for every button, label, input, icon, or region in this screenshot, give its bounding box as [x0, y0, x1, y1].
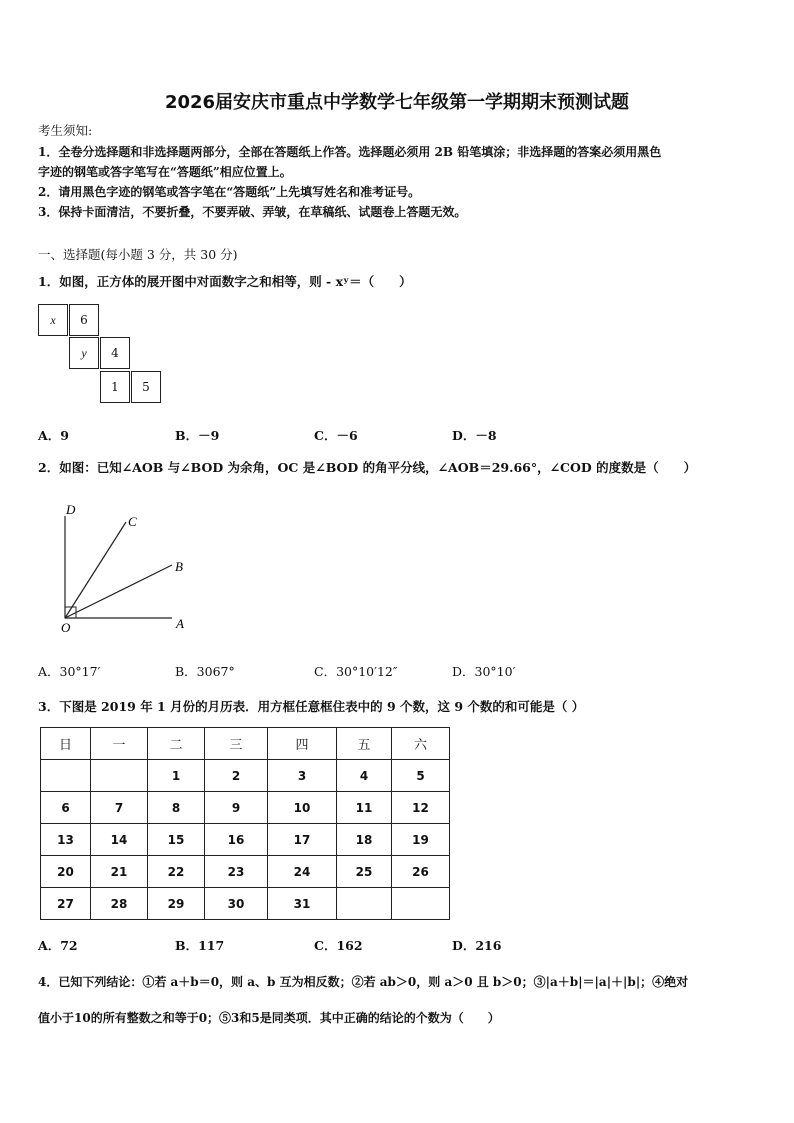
calendar-header-cell: 日 [41, 728, 91, 760]
question-1-option-a: A．9 [38, 428, 69, 443]
calendar-cell: 2 [205, 760, 268, 792]
calendar-cell: 30 [205, 888, 268, 920]
calendar-header-cell: 二 [148, 728, 205, 760]
label-d: D [66, 502, 76, 517]
calendar-cell: 16 [205, 824, 268, 856]
ray-ob [65, 565, 172, 618]
calendar-cell: 27 [41, 888, 91, 920]
question-3-option-c: C．162 [314, 938, 363, 953]
calendar-cell: 13 [41, 824, 91, 856]
question-3-option-d: D．216 [452, 938, 502, 953]
calendar-header-cell: 六 [392, 728, 450, 760]
notice-item-1-line-1: 1．全卷分选择题和非选择题两部分，全部在答题纸上作答。选择题必须用 2B 铅笔填涂；非选择题的答案必须用黑色 [38, 145, 662, 159]
calendar-cell: 26 [392, 856, 450, 888]
question-2-option-a: A．30°17′ [38, 664, 101, 679]
calendar-table [40, 727, 450, 920]
calendar-cell: 25 [337, 856, 392, 888]
net-cell: 4 [100, 337, 130, 369]
calendar-cell [337, 888, 392, 920]
calendar-header-cell: 三 [205, 728, 268, 760]
question-3-option-b: B．117 [175, 938, 225, 953]
calendar-cell: 28 [91, 888, 148, 920]
calendar-cell: 11 [337, 792, 392, 824]
calendar-cell: 19 [392, 824, 450, 856]
calendar-cell: 18 [337, 824, 392, 856]
calendar-cell: 22 [148, 856, 205, 888]
question-1-option-d: D．－8 [452, 428, 497, 443]
calendar-cell: 5 [392, 760, 450, 792]
calendar-cell: 20 [41, 856, 91, 888]
calendar-cell [392, 888, 450, 920]
notice-item-2: 2．请用黑色字迹的钢笔或答字笔在“答题纸”上先填写姓名和准考证号。 [38, 185, 421, 199]
ray-oc [65, 522, 126, 618]
calendar-cell: 15 [148, 824, 205, 856]
calendar-cell: 10 [268, 792, 337, 824]
calendar-cell: 4 [337, 760, 392, 792]
calendar-cell: 31 [268, 888, 337, 920]
question-2-option-c: C．30°10′12″ [314, 664, 398, 679]
calendar-cell: 9 [205, 792, 268, 824]
calendar-cell [91, 760, 148, 792]
notice-heading: 考生须知: [38, 123, 93, 138]
calendar-cell: 8 [148, 792, 205, 824]
question-4-line-2: 值小于10的所有整数之和等于0；⑤3和5是同类项．其中正确的结论的个数为（ ） [38, 1011, 500, 1025]
question-2-option-b: B．3067° [175, 664, 235, 679]
calendar-header-row [41, 728, 450, 760]
net-cell: 1 [100, 371, 130, 403]
notice-item-1-line-2: 字迹的钢笔或答字笔写在“答题纸”相应位置上。 [38, 165, 292, 179]
calendar-cell: 21 [91, 856, 148, 888]
calendar-cell: 1 [148, 760, 205, 792]
calendar-row [41, 824, 450, 856]
calendar-header-cell: 四 [268, 728, 337, 760]
label-c: C [128, 514, 137, 529]
question-2-stem: 2．如图：已知∠AOB 与∠BOD 为余角，OC 是∠BOD 的角平分线，∠AOB＝29.66°，∠COD 的度数是（ ） [38, 460, 697, 475]
calendar-row [41, 792, 450, 824]
question-3-option-a: A．72 [38, 938, 78, 953]
calendar-cell: 24 [268, 856, 337, 888]
label-a: A [176, 616, 184, 631]
calendar-cell: 3 [268, 760, 337, 792]
calendar-header-cell: 一 [91, 728, 148, 760]
calendar-cell: 23 [205, 856, 268, 888]
calendar-row [41, 856, 450, 888]
question-3-stem: 3．下图是 2019 年 1 月份的月历表．用方框任意框住表中的 9 个数，这 9 个数的和可能是（ ） [38, 699, 585, 714]
angle-figure [40, 498, 200, 638]
question-4-line-1: 4．已知下列结论：①若 a＋b＝0，则 a、b 互为相反数；②若 ab＞0，则 a＞0 且 b＞0；③|a＋b|＝|a|＋|b|；④绝对 [38, 975, 689, 989]
net-cell: x [38, 304, 68, 336]
question-1-stem: 1．如图，正方体的展开图中对面数字之和相等，则 - xʸ＝（ ） [38, 274, 412, 289]
question-1-option-b: B．－9 [175, 428, 220, 443]
net-cell: y [69, 337, 99, 369]
calendar-cell [41, 760, 91, 792]
question-1-option-c: C．－6 [314, 428, 358, 443]
label-o: O [61, 620, 71, 635]
label-b: B [175, 559, 183, 574]
calendar-cell: 17 [268, 824, 337, 856]
calendar-row [41, 888, 450, 920]
calendar-cell: 29 [148, 888, 205, 920]
calendar-header-cell: 五 [337, 728, 392, 760]
calendar-cell: 6 [41, 792, 91, 824]
calendar-cell: 7 [91, 792, 148, 824]
question-2-option-d: D．30°10′ [452, 664, 516, 679]
calendar-cell: 14 [91, 824, 148, 856]
calendar-row [41, 760, 450, 792]
calendar-cell: 12 [392, 792, 450, 824]
page-title: 2026届安庆市重点中学数学七年级第一学期期末预测试题 [164, 92, 630, 113]
section-heading: 一、选择题(每小题 3 分，共 30 分) [38, 247, 238, 262]
net-cell: 5 [131, 371, 161, 403]
notice-item-3: 3．保持卡面清洁，不要折叠，不要弄破、弄皱，在草稿纸、试题卷上答题无效。 [38, 205, 467, 219]
net-cell: 6 [69, 304, 99, 336]
